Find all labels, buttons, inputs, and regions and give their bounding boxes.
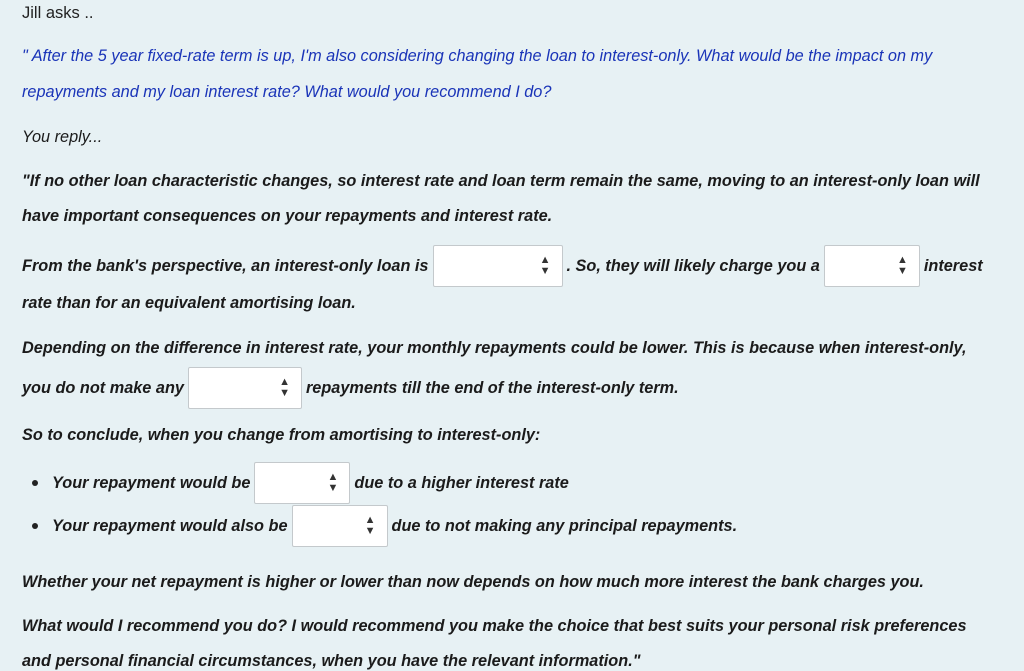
- repayment-change-select-2[interactable]: [292, 505, 388, 547]
- paragraph1-line-1: "If no other loan characteristic changes, so interest rate and loan term remain the same, moving to an interest-only loan will: [22, 172, 980, 190]
- risk-select[interactable]: [433, 245, 563, 287]
- paragraph2-pre: From the bank's perspective, an interest-only loan is: [22, 256, 429, 275]
- repayment-type-select[interactable]: [188, 367, 302, 409]
- rate-select[interactable]: [824, 245, 920, 287]
- repayment-change-select-1[interactable]: [254, 462, 350, 504]
- bullet-item-1: [22, 462, 569, 504]
- updown-chevron-icon: ▲ ▼: [279, 376, 290, 399]
- reply-label: You reply...: [22, 128, 103, 146]
- updown-chevron-icon: ▲ ▼: [539, 254, 551, 277]
- paragraph1-line-2: have important consequences on your repayments and interest rate.: [22, 207, 553, 225]
- updown-chevron-icon: ▲ ▼: [327, 471, 339, 494]
- updown-chevron-icon: ▲ ▼: [896, 254, 908, 277]
- bullet-1-post: due to a higher interest rate: [354, 473, 569, 492]
- bullet-2-post: due to not making any principal repayments.: [391, 516, 738, 535]
- paragraph2-line-2: rate than for an equivalent amortising loan.: [22, 294, 356, 312]
- bullet-1-pre: Your repayment would be: [52, 473, 251, 492]
- paragraph4: Whether your net repayment is higher or lower than now depends on how much more interest the bank charges you.: [22, 573, 924, 591]
- bullet-2-pre: Your repayment would also be: [52, 516, 288, 535]
- question-line-1: " After the 5 year fixed-rate term is up, I'm also considering changing the loan to interest-only. What would be the impact on my: [22, 47, 933, 65]
- conclusion-label: So to conclude, when you change from amortising to interest-only:: [22, 426, 541, 444]
- paragraph5-line-1: What would I recommend you do? I would recommend you make the choice that best suits your personal risk preferences: [22, 617, 967, 635]
- paragraph2-mid: . So, they will likely charge you a: [566, 256, 820, 275]
- paragraph3-line-2: [22, 367, 679, 409]
- paragraph3-pre: you do not make any: [22, 378, 184, 397]
- question-line-2: repayments and my loan interest rate? What would you recommend I do?: [22, 83, 552, 101]
- paragraph5-line-2: and personal financial circumstances, when you have the relevant information.": [22, 652, 641, 670]
- paragraph2-post: interest: [923, 256, 983, 275]
- bullet-item-2: [22, 505, 737, 547]
- paragraph2-line-1: [22, 245, 983, 287]
- bullet-dot: [32, 523, 38, 529]
- paragraph3-line-1: Depending on the difference in interest rate, your monthly repayments could be lower. This is because when interest-only,: [22, 339, 967, 357]
- paragraph3-post: repayments till the end of the interest-only term.: [305, 378, 679, 397]
- updown-chevron-icon: ▲ ▼: [364, 514, 376, 537]
- bullet-dot: [32, 480, 38, 486]
- intro-line: Jill asks ..: [22, 4, 94, 22]
